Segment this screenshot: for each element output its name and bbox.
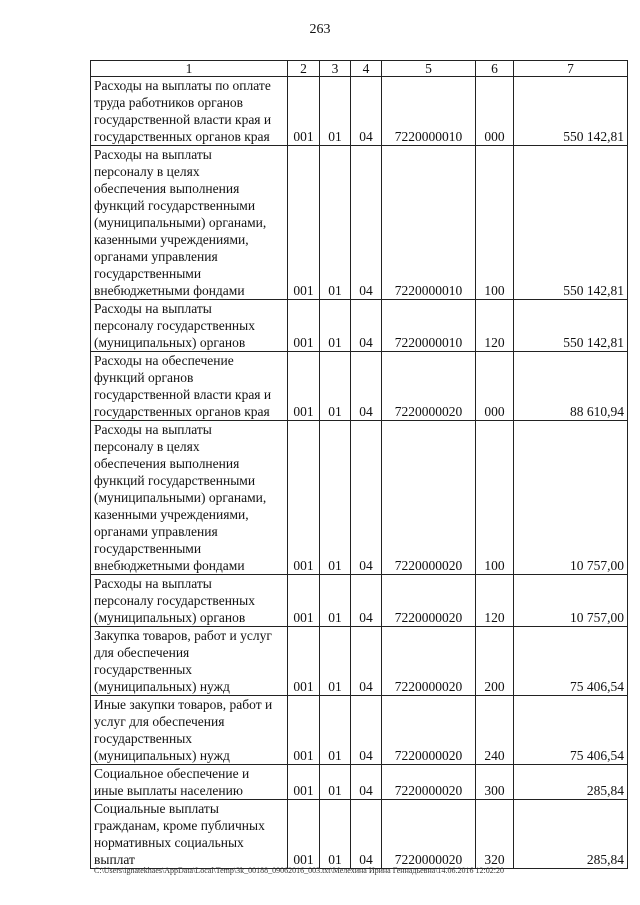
section-code: 01 (320, 146, 351, 300)
description-line: Расходы на выплаты (94, 147, 212, 162)
table-row (91, 696, 628, 765)
section-code: 01 (320, 627, 351, 696)
expense-type-code: 240 (476, 696, 514, 765)
amount-value: 88 610,94 (514, 352, 628, 421)
table-row (91, 800, 628, 869)
description-line: (муниципальных) органов (94, 610, 246, 625)
file-path-footer: C:\Users\ignatekhaes\AppData\Local\Temp\3k_00188_09062016_003.txt\Мелехина Ирина Геннадьевна\14.06.2016 12:02:20 (94, 866, 504, 875)
target-article-code: 7220000020 (382, 421, 476, 575)
description-line: государственных органов края (94, 129, 270, 144)
table-row (91, 765, 628, 800)
target-article-code: 7220000010 (382, 146, 476, 300)
description-line: обеспечения выполнения (94, 181, 240, 196)
description-line: персоналу в целях (94, 439, 200, 454)
column-header: 7 (514, 61, 628, 77)
table-row (91, 300, 628, 352)
table-row (91, 627, 628, 696)
expense-description (91, 300, 288, 352)
target-article-code: 7220000020 (382, 627, 476, 696)
column-header: 2 (288, 61, 320, 77)
subsection-code: 04 (351, 575, 382, 627)
ministry-code: 001 (288, 800, 320, 869)
subsection-code: 04 (351, 300, 382, 352)
description-line: казенными учреждениями, (94, 232, 249, 247)
amount-value: 285,84 (514, 765, 628, 800)
description-line: гражданам, кроме публичных (94, 818, 265, 833)
table-row (91, 575, 628, 627)
description-line: нормативных социальных (94, 835, 244, 850)
target-article-code: 7220000020 (382, 575, 476, 627)
description-line: (муниципальных) органов (94, 335, 246, 350)
subsection-code: 04 (351, 627, 382, 696)
description-line: внебюджетными фондами (94, 558, 245, 573)
subsection-code: 04 (351, 146, 382, 300)
amount-value: 10 757,00 (514, 575, 628, 627)
expense-type-code: 300 (476, 765, 514, 800)
expense-description (91, 146, 288, 300)
description-line: иные выплаты населению (94, 783, 243, 798)
description-line: обеспечения выполнения (94, 456, 240, 471)
section-code: 01 (320, 77, 351, 146)
description-line: (муниципальными) органами, (94, 215, 267, 230)
ministry-code: 001 (288, 765, 320, 800)
expense-type-code: 320 (476, 800, 514, 869)
target-article-code: 7220000020 (382, 765, 476, 800)
description-line: Закупка товаров, работ и услуг (94, 628, 272, 643)
subsection-code: 04 (351, 421, 382, 575)
description-line: персоналу в целях (94, 164, 200, 179)
description-line: услуг для обеспечения (94, 714, 225, 729)
section-code: 01 (320, 300, 351, 352)
description-line: государственных органов края (94, 404, 270, 419)
description-line: государственной власти края и (94, 112, 272, 127)
ministry-code: 001 (288, 696, 320, 765)
description-line: персоналу государственных (94, 593, 255, 608)
description-line: персоналу государственных (94, 318, 255, 333)
budget-table (90, 60, 628, 869)
section-code: 01 (320, 575, 351, 627)
column-header: 4 (351, 61, 382, 77)
section-code: 01 (320, 352, 351, 421)
expense-type-code: 120 (476, 300, 514, 352)
description-line: государственных (94, 731, 193, 746)
description-line: (муниципальными) органами, (94, 490, 267, 505)
description-line: Расходы на выплаты (94, 301, 212, 316)
column-header: 5 (382, 61, 476, 77)
expense-type-code: 120 (476, 575, 514, 627)
ministry-code: 001 (288, 421, 320, 575)
expense-description (91, 696, 288, 765)
target-article-code: 7220000010 (382, 77, 476, 146)
description-line: функций государственными (94, 473, 256, 488)
target-article-code: 7220000020 (382, 800, 476, 869)
table-row (91, 421, 628, 575)
ministry-code: 001 (288, 627, 320, 696)
subsection-code: 04 (351, 765, 382, 800)
ministry-code: 001 (288, 146, 320, 300)
ministry-code: 001 (288, 300, 320, 352)
description-line: Расходы на обеспечение (94, 353, 234, 368)
description-line: органами управления (94, 524, 218, 539)
description-line: государственными (94, 266, 202, 281)
description-line: Иные закупки товаров, работ и (94, 697, 273, 712)
description-line: для обеспечения (94, 645, 190, 660)
ministry-code: 001 (288, 352, 320, 421)
amount-value: 550 142,81 (514, 146, 628, 300)
expense-type-code: 000 (476, 77, 514, 146)
ministry-code: 001 (288, 575, 320, 627)
subsection-code: 04 (351, 77, 382, 146)
expense-type-code: 000 (476, 352, 514, 421)
section-code: 01 (320, 421, 351, 575)
table-header-row (91, 61, 628, 77)
subsection-code: 04 (351, 352, 382, 421)
subsection-code: 04 (351, 800, 382, 869)
amount-value: 550 142,81 (514, 300, 628, 352)
expense-description (91, 352, 288, 421)
description-line: труда работников органов (94, 95, 244, 110)
description-line: выплат (94, 852, 135, 867)
section-code: 01 (320, 800, 351, 869)
description-line: внебюджетными фондами (94, 283, 245, 298)
table-row (91, 77, 628, 146)
expense-type-code: 100 (476, 146, 514, 300)
description-line: государственными (94, 541, 202, 556)
description-line: функций государственными (94, 198, 256, 213)
column-header: 6 (476, 61, 514, 77)
section-code: 01 (320, 696, 351, 765)
amount-value: 550 142,81 (514, 77, 628, 146)
description-line: Расходы на выплаты (94, 422, 212, 437)
expense-description (91, 765, 288, 800)
subsection-code: 04 (351, 696, 382, 765)
target-article-code: 7220000010 (382, 300, 476, 352)
target-article-code: 7220000020 (382, 696, 476, 765)
expense-type-code: 200 (476, 627, 514, 696)
table-row (91, 352, 628, 421)
amount-value: 75 406,54 (514, 696, 628, 765)
page-number: 263 (309, 22, 331, 37)
description-line: Социальные выплаты (94, 801, 219, 816)
column-header: 1 (91, 61, 288, 77)
expense-description (91, 77, 288, 146)
description-line: Расходы на выплаты по оплате (94, 78, 271, 93)
amount-value: 285,84 (514, 800, 628, 869)
expense-description (91, 421, 288, 575)
description-line: государственной власти края и (94, 387, 272, 402)
description-line: Расходы на выплаты (94, 576, 212, 591)
description-line: (муниципальных) нужд (94, 748, 230, 763)
expense-description (91, 575, 288, 627)
description-line: государственных (94, 662, 193, 677)
description-line: функций органов (94, 370, 194, 385)
column-header: 3 (320, 61, 351, 77)
description-line: органами управления (94, 249, 218, 264)
ministry-code: 001 (288, 77, 320, 146)
description-line: Социальное обеспечение и (94, 766, 250, 781)
description-line: (муниципальных) нужд (94, 679, 230, 694)
target-article-code: 7220000020 (382, 352, 476, 421)
amount-value: 75 406,54 (514, 627, 628, 696)
description-line: казенными учреждениями, (94, 507, 249, 522)
expense-type-code: 100 (476, 421, 514, 575)
expense-description (91, 800, 288, 869)
amount-value: 10 757,00 (514, 421, 628, 575)
table-row (91, 146, 628, 300)
expense-description (91, 627, 288, 696)
section-code: 01 (320, 765, 351, 800)
